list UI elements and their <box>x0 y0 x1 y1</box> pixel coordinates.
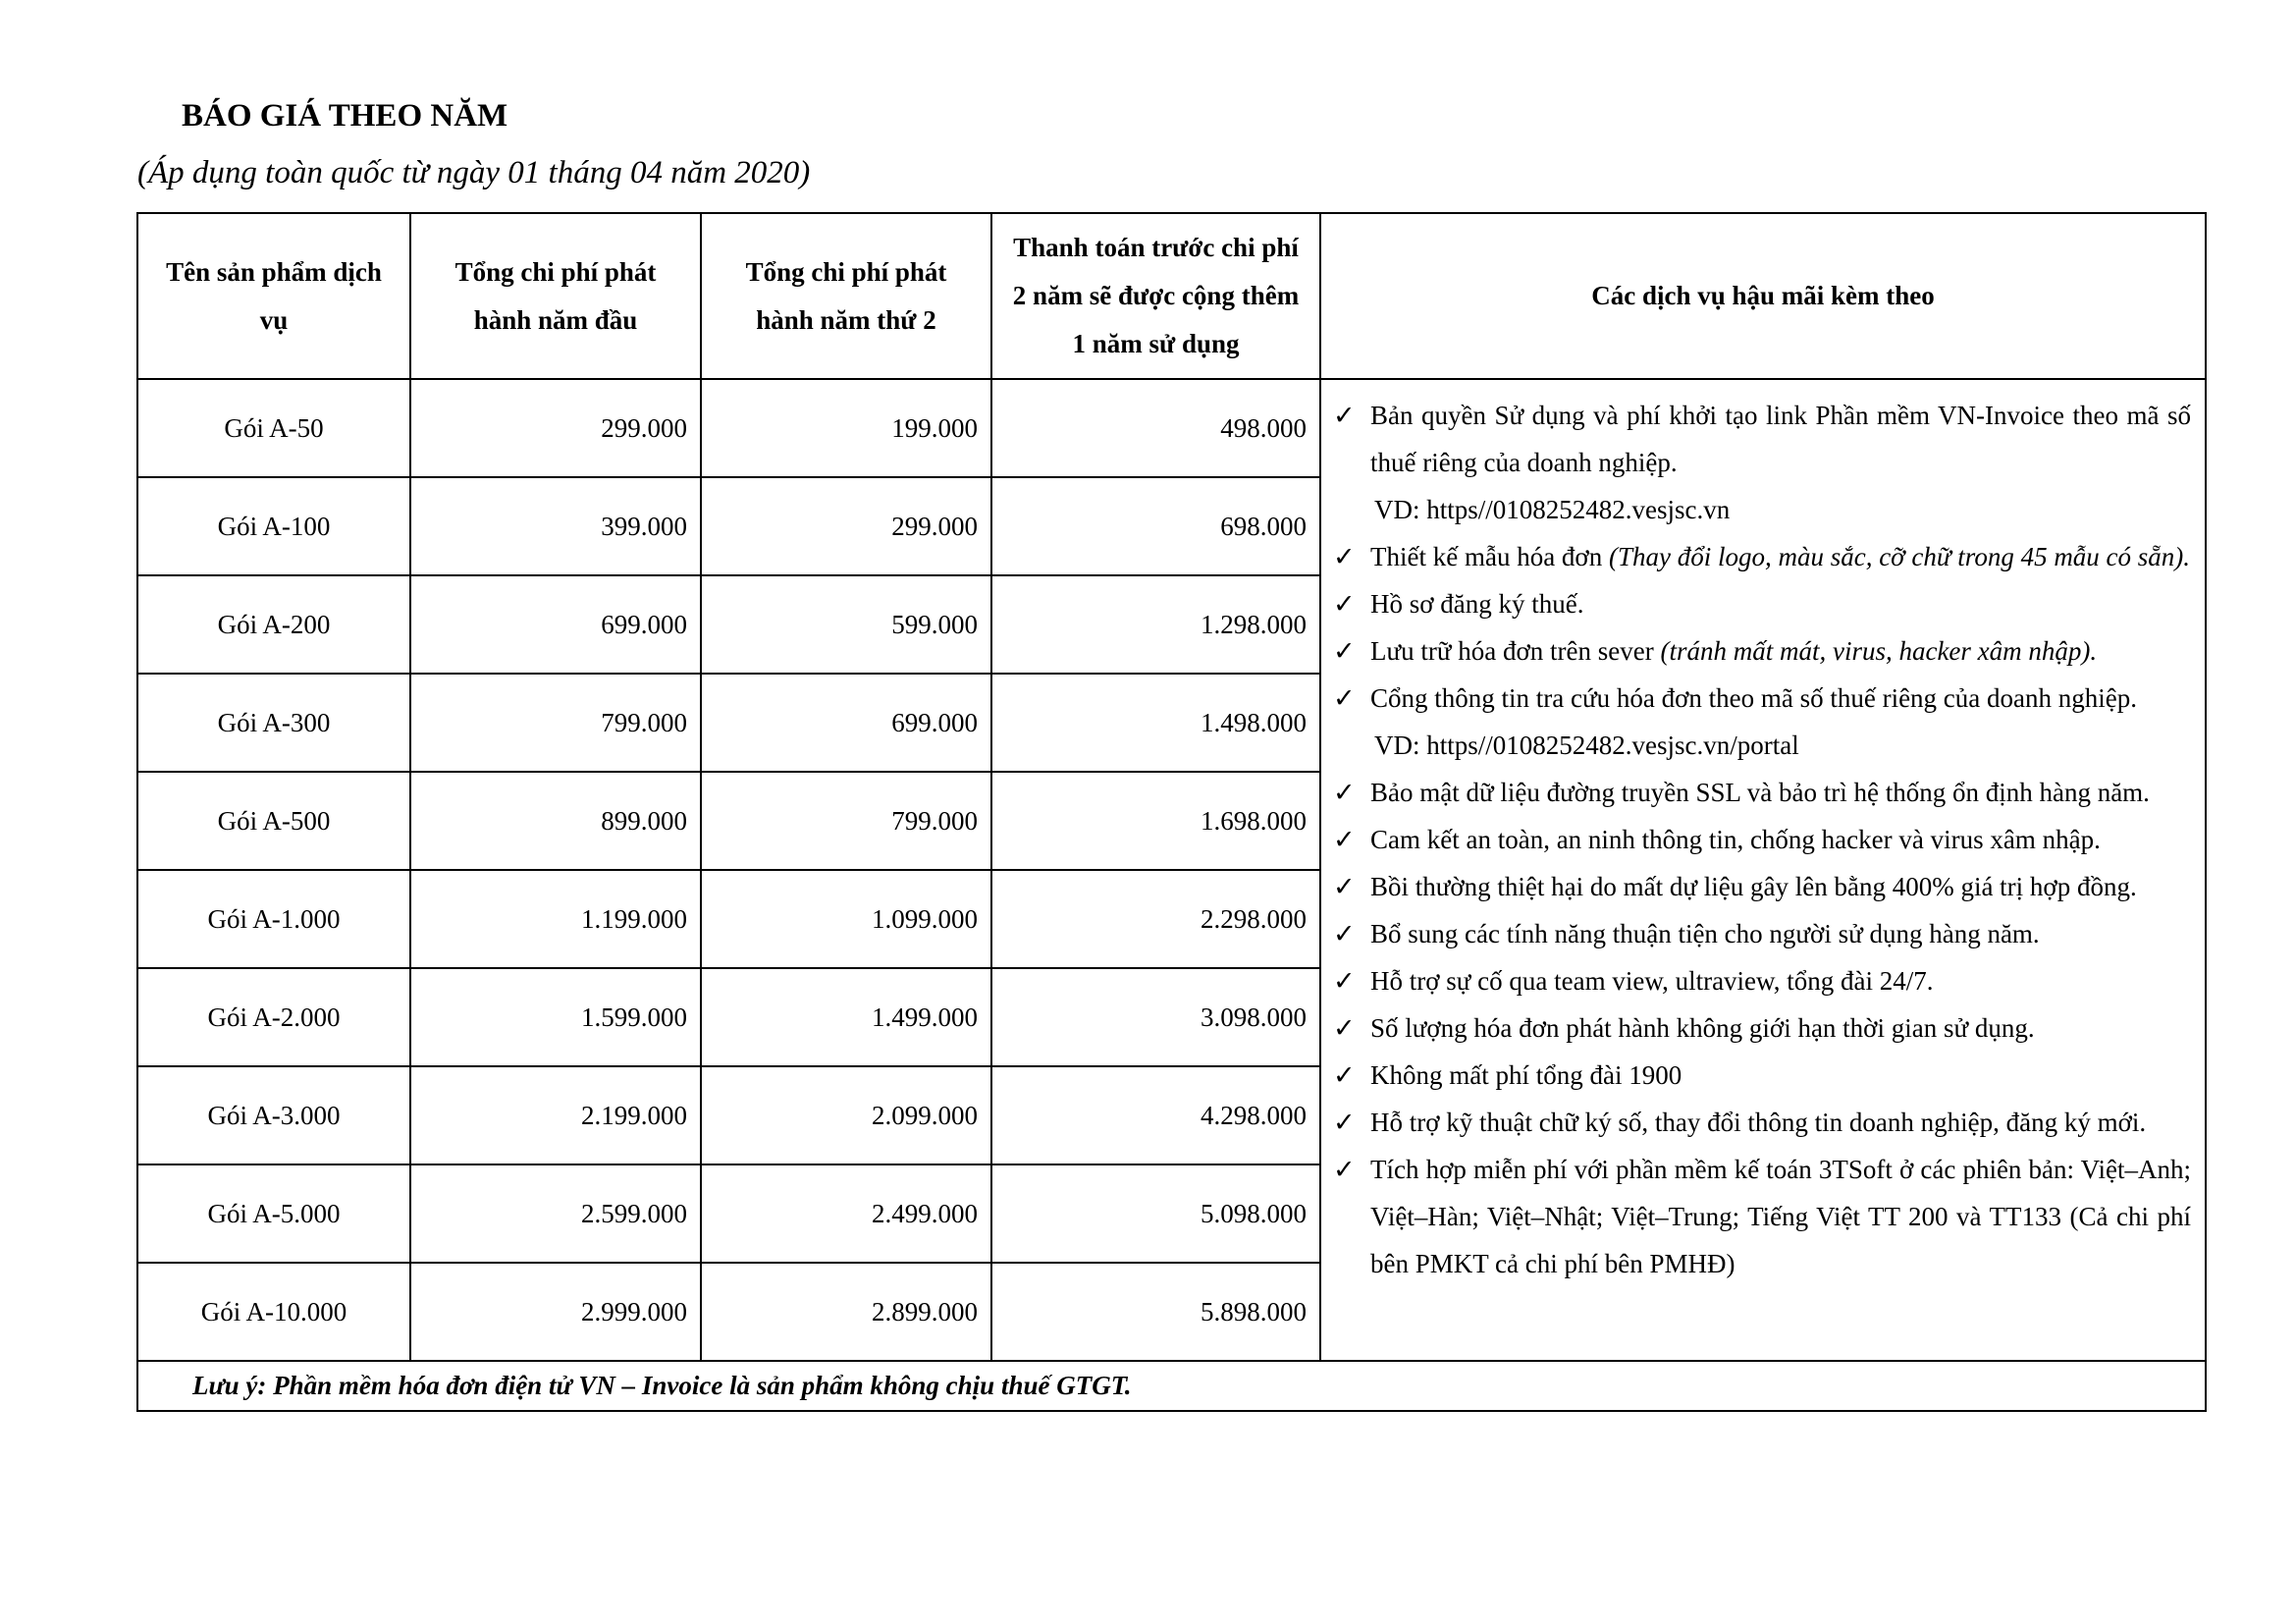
package-name: Gói A-10.000 <box>137 1263 410 1361</box>
header-prepay-two-years: Thanh toán trước chi phí 2 năm sẽ được cộng thêm 1 năm sử dụng <box>991 213 1320 379</box>
prepay-cost: 3.098.000 <box>991 968 1320 1066</box>
prepay-cost: 2.298.000 <box>991 870 1320 968</box>
table-note: Lưu ý: Phần mềm hóa đơn điện tử VN – Invoice là sản phẩm không chịu thuế GTGT. <box>137 1361 2206 1411</box>
service-item <box>1333 1099 2191 1146</box>
prepay-cost: 5.898.000 <box>991 1263 1320 1361</box>
first-year-cost: 1.599.000 <box>410 968 701 1066</box>
package-name: Gói A-2.000 <box>137 968 410 1066</box>
service-text: Không mất phí tổng đài 1900 <box>1370 1060 1682 1090</box>
check-icon: ✓ <box>1333 1060 1356 1090</box>
package-name: Gói A-100 <box>137 477 410 575</box>
service-item <box>1333 1052 2191 1099</box>
price-table <box>136 212 2207 1412</box>
note-row <box>137 1361 2206 1411</box>
prepay-cost: 1.698.000 <box>991 772 1320 870</box>
second-year-cost: 299.000 <box>701 477 991 575</box>
services-list <box>1333 392 2191 1287</box>
page-title: BÁO GIÁ THEO NĂM <box>182 98 508 134</box>
service-item <box>1333 1146 2191 1287</box>
package-name: Gói A-3.000 <box>137 1066 410 1164</box>
prepay-cost: 1.498.000 <box>991 674 1320 772</box>
first-year-cost: 2.199.000 <box>410 1066 701 1164</box>
service-text: Hồ sơ đăng ký thuế. <box>1370 589 1584 619</box>
package-name: Gói A-50 <box>137 379 410 477</box>
service-item <box>1333 533 2191 580</box>
check-icon: ✓ <box>1333 872 1356 901</box>
package-name: Gói A-500 <box>137 772 410 870</box>
check-icon: ✓ <box>1333 966 1356 996</box>
service-example-url: VD: https//0108252482.vesjsc.vn <box>1374 495 1731 524</box>
first-year-cost: 799.000 <box>410 674 701 772</box>
service-text: Lưu trữ hóa đơn trên sever <box>1370 636 1661 666</box>
check-icon: ✓ <box>1333 542 1356 571</box>
service-text: Số lượng hóa đơn phát hành không giới hạn thời gian sử dụng. <box>1370 1013 2035 1043</box>
package-name: Gói A-5.000 <box>137 1164 410 1263</box>
second-year-cost: 599.000 <box>701 575 991 674</box>
check-icon: ✓ <box>1333 1108 1356 1137</box>
service-text: Bồi thường thiệt hại do mất dự liệu gây lên bằng 400% giá trị hợp đồng. <box>1370 872 2137 901</box>
package-name: Gói A-300 <box>137 674 410 772</box>
check-icon: ✓ <box>1333 919 1356 948</box>
check-icon: ✓ <box>1333 1013 1356 1043</box>
first-year-cost: 1.199.000 <box>410 870 701 968</box>
second-year-cost: 199.000 <box>701 379 991 477</box>
service-text: Cam kết an toàn, an ninh thông tin, chống hacker và virus xâm nhập. <box>1370 825 2101 854</box>
first-year-cost: 299.000 <box>410 379 701 477</box>
second-year-cost: 699.000 <box>701 674 991 772</box>
service-item <box>1333 863 2191 910</box>
prepay-cost: 698.000 <box>991 477 1320 575</box>
service-text: Bổ sung các tính năng thuận tiện cho người sử dụng hàng năm. <box>1370 919 2040 948</box>
service-item <box>1333 910 2191 957</box>
first-year-cost: 2.999.000 <box>410 1263 701 1361</box>
prepay-cost: 4.298.000 <box>991 1066 1320 1164</box>
check-icon: ✓ <box>1333 401 1356 430</box>
second-year-cost: 1.099.000 <box>701 870 991 968</box>
first-year-cost: 2.599.000 <box>410 1164 701 1263</box>
header-second-year-cost: Tổng chi phí phát hành năm thứ 2 <box>701 213 991 379</box>
service-note: (Thay đổi logo, màu sắc, cỡ chữ trong 45 mẫu có sẵn). <box>1608 542 2191 571</box>
second-year-cost: 2.499.000 <box>701 1164 991 1263</box>
service-item <box>1333 627 2191 675</box>
check-icon: ✓ <box>1333 589 1356 619</box>
service-note: (tránh mất mát, virus, hacker xâm nhập). <box>1660 636 2098 666</box>
service-item <box>1333 580 2191 627</box>
check-icon: ✓ <box>1333 683 1356 713</box>
check-icon: ✓ <box>1333 636 1356 666</box>
service-text: Tích hợp miễn phí với phần mềm kế toán 3TSoft ở các phiên bản: Việt–Anh; Việt–Hàn; Việt–Nhật; Việt–Trung; Tiếng Việt TT 200 và TT133 (Cả chi phí bên PMKT cả chi phí bên PMHĐ) <box>1370 1155 2191 1278</box>
prepay-cost: 498.000 <box>991 379 1320 477</box>
service-item <box>1333 769 2191 816</box>
header-after-sales-services: Các dịch vụ hậu mãi kèm theo <box>1320 213 2206 379</box>
prepay-cost: 1.298.000 <box>991 575 1320 674</box>
prepay-cost: 5.098.000 <box>991 1164 1320 1263</box>
service-text: Hỗ trợ sự cố qua team view, ultraview, tổng đài 24/7. <box>1370 966 1934 996</box>
first-year-cost: 399.000 <box>410 477 701 575</box>
services-cell <box>1320 379 2206 1361</box>
service-item <box>1333 392 2191 533</box>
first-year-cost: 699.000 <box>410 575 701 674</box>
service-item <box>1333 675 2191 769</box>
service-item <box>1333 816 2191 863</box>
service-text: Thiết kế mẫu hóa đơn <box>1370 542 1609 571</box>
table-row <box>137 379 2206 477</box>
check-icon: ✓ <box>1333 1155 1356 1184</box>
header-product-name: Tên sản phẩm dịch vụ <box>137 213 410 379</box>
second-year-cost: 2.899.000 <box>701 1263 991 1361</box>
service-item <box>1333 1004 2191 1052</box>
service-item <box>1333 957 2191 1004</box>
first-year-cost: 899.000 <box>410 772 701 870</box>
service-example-url: VD: https//0108252482.vesjsc.vn/portal <box>1374 731 1799 760</box>
header-first-year-cost: Tổng chi phí phát hành năm đầu <box>410 213 701 379</box>
service-text: Bản quyền Sử dụng và phí khởi tạo link Phần mềm VN-Invoice theo mã số thuế riêng của doanh nghiệp. <box>1370 401 2191 477</box>
package-name: Gói A-200 <box>137 575 410 674</box>
second-year-cost: 2.099.000 <box>701 1066 991 1164</box>
service-text: Hỗ trợ kỹ thuật chữ ký số, thay đổi thông tin doanh nghiệp, đăng ký mới. <box>1370 1108 2147 1137</box>
page-subtitle: (Áp dụng toàn quốc từ ngày 01 tháng 04 năm 2020) <box>137 155 811 190</box>
header-row <box>137 213 2206 379</box>
service-text: Bảo mật dữ liệu đường truyền SSL và bảo trì hệ thống ổn định hàng năm. <box>1370 778 2150 807</box>
second-year-cost: 799.000 <box>701 772 991 870</box>
check-icon: ✓ <box>1333 778 1356 807</box>
check-icon: ✓ <box>1333 825 1356 854</box>
service-text: Cổng thông tin tra cứu hóa đơn theo mã số thuế riêng của doanh nghiệp. <box>1370 683 2137 713</box>
second-year-cost: 1.499.000 <box>701 968 991 1066</box>
package-name: Gói A-1.000 <box>137 870 410 968</box>
